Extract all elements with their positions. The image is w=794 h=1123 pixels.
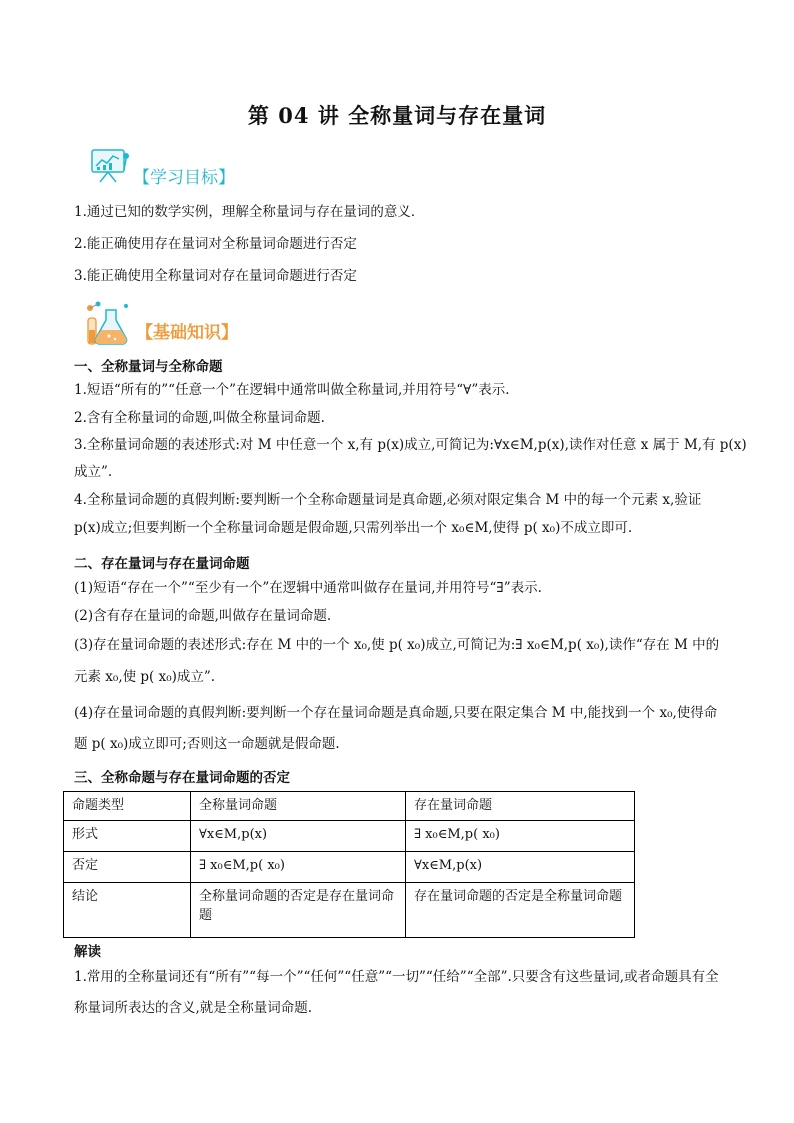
table-cell: ∃ x₀∈M,p( x₀): [406, 821, 635, 852]
table-row: [64, 852, 635, 883]
table-cell: ∀x∈M,p(x): [191, 821, 406, 852]
paragraph: 题 p( x₀)成立即可;否则这一命题就是假命题.: [74, 736, 340, 752]
paragraph: 称量词所表达的含义,就是全称量词命题.: [74, 1000, 313, 1016]
paragraph: (3)存在量词命题的表述形式:存在 M 中的一个 x₀,使 p( x₀)成立,可简记为:∃ x₀∈M,p( x₀),读作“存在 M 中的: [74, 637, 720, 653]
goal-item: 1.通过已知的数学实例，理解全称量词与存在量词的意义．: [74, 204, 425, 220]
page-title: 第 04 讲 全称量词与存在量词: [247, 103, 547, 128]
paragraph: 1.短语“所有的”“任意一个”在逻辑中通常叫做全称量词,并用符号“∀”表示.: [74, 382, 510, 398]
table-cell: 全称量词命题的否定是存在量词命题: [191, 883, 406, 938]
paragraph: (2)含有存在量词的命题,叫做存在量词命题.: [74, 608, 332, 624]
paragraph: 1.常用的全称量词还有“所有”“每一个”“任何”“任意”“一切”“任给”“全部”.只要含有这些量词,或者命题具有全: [74, 969, 719, 985]
paragraph: (4)存在量词命题的真假判断:要判断一个存在量词命题是真命题,只要在限定集合 M 中,能找到一个 x₀,使得命: [74, 705, 718, 721]
paragraph: p(x)成立;但要判断一个全称量词命题是假命题,只需列举出一个 x₀∈M,使得 p( x₀)不成立即可.: [74, 520, 633, 536]
table-cell: 否定: [64, 852, 191, 883]
presentation-board-icon: [88, 148, 132, 184]
goal-item: 3.能正确使用全称量词对存在量词命题进行否定: [74, 268, 357, 284]
paragraph: 2.含有全称量词的命题,叫做全称量词命题.: [74, 410, 325, 426]
section-heading: 二、存在量词与存在量词命题: [74, 556, 250, 572]
table-cell: 形式: [64, 821, 191, 852]
paragraph: (1)短语“存在一个”“至少有一个”在逻辑中通常叫做存在量词,并用符号“∃”表示.: [74, 580, 542, 596]
table-row: [64, 883, 635, 938]
table-header-cell: 全称量词命题: [191, 792, 406, 821]
table-header-cell: 存在量词命题: [406, 792, 635, 821]
table-row: [64, 821, 635, 852]
paragraph: 3.全称量词命题的表述形式:对 M 中任意一个 x,有 p(x)成立,可简记为:∀x∈M,p(x),读作对任意 x 属于 M,有 p(x): [74, 437, 747, 453]
paragraph: 成立”.: [74, 464, 113, 480]
paragraph: 4.全称量词命题的真假判断:要判断一个全称命题量词是真命题,必须对限定集合 M 中的每一个元素 x,验证: [74, 492, 702, 508]
section-heading: 一、全称量词与全称命题: [74, 359, 223, 375]
table-cell: 存在量词命题的否定是全称量词命题: [406, 883, 635, 938]
goal-item: 2.能正确使用存在量词对全称量词命题进行否定: [74, 236, 357, 252]
paragraph: 元素 x₀,使 p( x₀)成立”.: [74, 669, 216, 685]
section-heading: 三、全称命题与存在量词命题的否定: [74, 770, 290, 786]
table-header-row: [64, 792, 635, 821]
learning-goals-banner: 【学习目标】: [133, 168, 235, 188]
basic-knowledge-banner: 【基础知识】: [136, 323, 238, 343]
table-cell: 结论: [64, 883, 191, 938]
table-cell: ∃ x₀∈M,p( x₀): [191, 852, 406, 883]
negation-table: [63, 791, 635, 938]
table-header-cell: 命题类型: [64, 792, 191, 821]
chemistry-flask-icon: [82, 298, 134, 350]
interpretation-heading: 解读: [74, 944, 101, 960]
table-cell: ∀x∈M,p(x): [406, 852, 635, 883]
